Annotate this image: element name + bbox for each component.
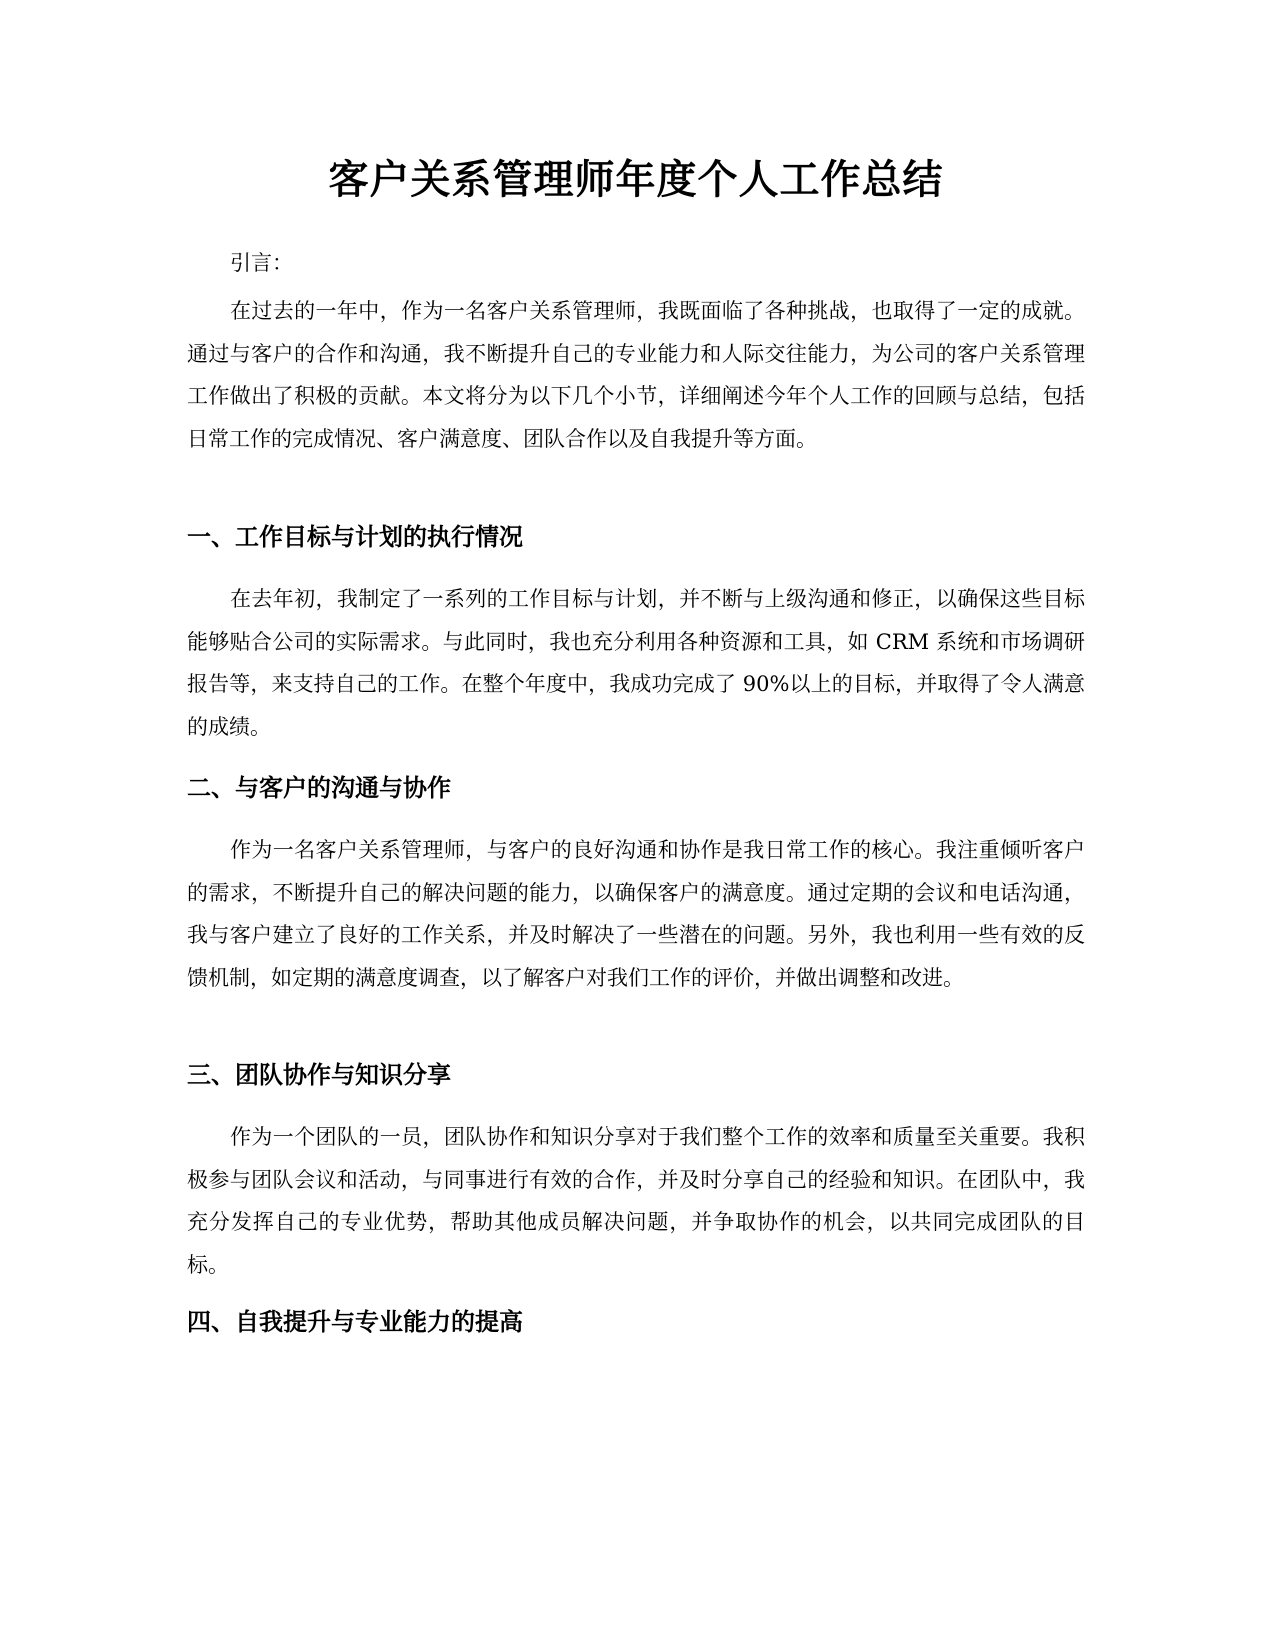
- section-paragraph-3: 作为一个团队的一员，团队协作和知识分享对于我们整个工作的效率和质量至关重要。我积极参与团队会议和活动，与同事进行有效的合作，并及时分享自己的经验和知识。在团队中，我充分发挥自己的专业优势，帮助其他成员解决问题，并争取协作的机会，以共同完成团队的目标。: [187, 1125, 1085, 1277]
- section-heading-1: 一、工作目标与计划的执行情况: [187, 523, 523, 551]
- intro-label: 引言：: [230, 251, 293, 275]
- section-heading-2: 二、与客户的沟通与协作: [187, 774, 451, 802]
- section-paragraph-1: 在去年初，我制定了一系列的工作目标与计划，并不断与上级沟通和修正，以确保这些目标能够贴合公司的实际需求。与此同时，我也充分利用各种资源和工具，如 CRM 系统和市场调研报告等，来支持自己的工作。在整个年度中，我成功完成了 90%以上的目标，并取得了令人满意的成绩。: [187, 587, 1085, 739]
- section-heading-3: 三、团队协作与知识分享: [187, 1061, 451, 1089]
- section-heading-4: 四、自我提升与专业能力的提高: [187, 1308, 523, 1336]
- intro-paragraph: 在过去的一年中，作为一名客户关系管理师，我既面临了各种挑战，也取得了一定的成就。通过与客户的合作和沟通，我不断提升自己的专业能力和人际交往能力，为公司的客户关系管理工作做出了积极的贡献。本文将分为以下几个小节，详细阐述今年个人工作的回顾与总结，包括日常工作的完成情况、客户满意度、团队合作以及自我提升等方面。: [187, 299, 1085, 451]
- section-paragraph-2: 作为一名客户关系管理师，与客户的良好沟通和协作是我日常工作的核心。我注重倾听客户的需求，不断提升自己的解决问题的能力，以确保客户的满意度。通过定期的会议和电话沟通，我与客户建立了良好的工作关系，并及时解决了一些潜在的问题。另外，我也利用一些有效的反馈机制，如定期的满意度调查，以了解客户对我们工作的评价，并做出调整和改进。: [187, 838, 1085, 990]
- document-title: 客户关系管理师年度个人工作总结: [328, 157, 944, 203]
